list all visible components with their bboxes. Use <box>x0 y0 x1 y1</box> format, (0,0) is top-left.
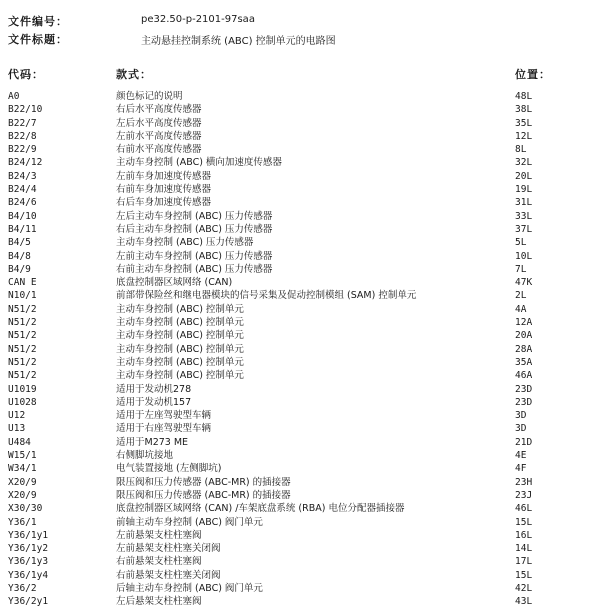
row-location: 15L <box>515 516 533 528</box>
table-row <box>0 476 600 489</box>
row-location: 23D <box>515 383 533 395</box>
table-row <box>0 582 600 595</box>
table-row <box>0 90 600 103</box>
row-location: 2L <box>515 290 527 302</box>
row-code: N51/2 <box>8 303 37 315</box>
row-location: 4F <box>515 463 527 475</box>
component-list <box>0 90 600 609</box>
doc-title-value: 主动悬挂控制系统 (ABC) 控制单元的电路图 <box>141 36 336 47</box>
row-location: 46L <box>515 503 533 515</box>
row-code: Y36/1 <box>8 516 37 528</box>
row-code: U1019 <box>8 383 37 395</box>
row-description: 右前主动车身控制 (ABC) 压力传感器 <box>116 263 273 275</box>
row-code: CAN E <box>8 277 37 289</box>
table-row <box>0 156 600 169</box>
row-description: 右后主动车身控制 (ABC) 压力传感器 <box>116 223 273 235</box>
table-row <box>0 436 600 449</box>
table-row <box>0 289 600 302</box>
row-code: B22/9 <box>8 144 37 156</box>
row-description: 主动车身控制 (ABC) 控制单元 <box>116 330 244 342</box>
table-row <box>0 409 600 422</box>
table-row <box>0 422 600 435</box>
row-code: N10/1 <box>8 290 37 302</box>
row-code: B24/4 <box>8 184 37 196</box>
row-location: 42L <box>515 582 533 594</box>
table-row <box>0 329 600 342</box>
row-location: 48L <box>515 91 533 102</box>
row-description: 限压阀和压力传感器 (ABC-MR) 的插接器 <box>116 476 291 488</box>
row-location: 28A <box>515 343 533 355</box>
table-row <box>0 103 600 116</box>
row-location: 23J <box>515 489 533 501</box>
row-location: 23D <box>515 396 533 408</box>
row-location: 33L <box>515 210 533 222</box>
row-description: 主动车身控制 (ABC) 控制单元 <box>116 370 244 382</box>
table-row <box>0 462 600 475</box>
row-description: 适用于左座驾驶型车辆 <box>116 410 212 422</box>
row-description: 左前悬架支柱柱塞阀 <box>116 529 202 541</box>
row-description: 右后车身加速度传感器 <box>116 197 212 209</box>
row-location: 14L <box>515 543 533 555</box>
table-row <box>0 569 600 582</box>
row-code: W34/1 <box>8 463 37 475</box>
row-code: B22/8 <box>8 130 37 142</box>
row-description: 主动车身控制 (ABC) 控制单元 <box>116 343 244 355</box>
row-location: 20L <box>515 170 533 182</box>
row-location: 10L <box>515 250 533 262</box>
row-code: U484 <box>8 436 31 448</box>
row-description: 后轴主动车身控制 (ABC) 阀门单元 <box>116 582 263 594</box>
table-row <box>0 369 600 382</box>
table-row <box>0 449 600 462</box>
row-location: 15L <box>515 569 533 581</box>
table-row <box>0 263 600 276</box>
row-code: N51/2 <box>8 330 37 342</box>
row-description: 前部带保险丝和继电器模块的信号采集及促动控制模组 (SAM) 控制单元 <box>116 290 417 302</box>
table-row <box>0 502 600 515</box>
row-description: 电气装置接地 (左侧脚坑) <box>116 463 222 475</box>
column-header-code: 代码： <box>8 68 44 81</box>
row-description: 主动车身控制 (ABC) 控制单元 <box>116 303 244 315</box>
row-location: 32L <box>515 157 533 169</box>
row-location: 31L <box>515 197 533 209</box>
row-description: 限压阀和压力传感器 (ABC-MR) 的插接器 <box>116 489 291 501</box>
table-row <box>0 303 600 316</box>
table-row <box>0 210 600 223</box>
row-description: 右前车身加速度传感器 <box>116 184 212 196</box>
table-row <box>0 196 600 209</box>
row-code: B24/12 <box>8 157 43 169</box>
row-description: 右侧脚坑接地 <box>116 450 174 462</box>
doc-number-label: 文件编号： <box>8 15 68 28</box>
table-row <box>0 183 600 196</box>
row-code: Y36/1y4 <box>8 569 49 581</box>
table-row <box>0 223 600 236</box>
row-description: 左后悬架支柱柱塞阀 <box>116 596 202 608</box>
column-header-description: 款式： <box>116 68 152 81</box>
table-row <box>0 489 600 502</box>
row-location: 38L <box>515 104 533 116</box>
row-description: 主动车身控制 (ABC) 控制单元 <box>116 356 244 368</box>
row-location: 46A <box>515 370 533 382</box>
table-row <box>0 170 600 183</box>
table-row <box>0 356 600 369</box>
row-location: 17L <box>515 556 533 568</box>
table-row <box>0 130 600 143</box>
doc-number-value: pe32.50-p-2101-97saa <box>141 14 255 25</box>
row-description: 左后主动车身控制 (ABC) 压力传感器 <box>116 210 273 222</box>
row-description: 底盘控制器区域网络 (CAN) <box>116 277 233 289</box>
row-code: Y36/1y1 <box>8 529 49 541</box>
row-code: Y36/1y2 <box>8 543 49 555</box>
table-row <box>0 516 600 529</box>
row-location: 12A <box>515 317 533 329</box>
row-description: 前轴主动车身控制 (ABC) 阀门单元 <box>116 516 263 528</box>
row-description: 底盘控制器区域网络 (CAN) /车架底盘系统 (RBA) 电位分配器插接器 <box>116 503 405 515</box>
row-description: 主动车身控制 (ABC) 控制单元 <box>116 317 244 329</box>
row-description: 主动车身控制 (ABC) 压力传感器 <box>116 237 254 249</box>
table-row <box>0 383 600 396</box>
row-code: X20/9 <box>8 489 37 501</box>
doc-title-label: 文件标题： <box>8 33 68 46</box>
row-location: 16L <box>515 529 533 541</box>
row-code: N51/2 <box>8 317 37 329</box>
row-description: 主动车身控制 (ABC) 横向加速度传感器 <box>116 157 282 169</box>
table-row <box>0 343 600 356</box>
row-location: 43L <box>515 596 533 608</box>
row-code: B4/11 <box>8 223 37 235</box>
row-description: 颜色标记的说明 <box>116 91 183 102</box>
row-location: 5L <box>515 237 527 249</box>
row-code: N51/2 <box>8 356 37 368</box>
row-code: Y36/2y1 <box>8 596 49 608</box>
table-row <box>0 529 600 542</box>
row-code: B4/5 <box>8 237 31 249</box>
row-code: B4/10 <box>8 210 37 222</box>
table-row <box>0 276 600 289</box>
row-description: 右前水平高度传感器 <box>116 144 202 156</box>
table-row <box>0 316 600 329</box>
row-code: B24/6 <box>8 197 37 209</box>
row-code: B22/10 <box>8 104 43 116</box>
row-location: 35L <box>515 117 533 129</box>
row-code: B24/3 <box>8 170 37 182</box>
row-code: X30/30 <box>8 503 43 515</box>
row-code: N51/2 <box>8 343 37 355</box>
row-code: X20/9 <box>8 476 37 488</box>
row-description: 适用于发动机157 <box>116 396 192 408</box>
row-description: 右后水平高度传感器 <box>116 104 202 116</box>
row-location: 21D <box>515 436 533 448</box>
table-row <box>0 250 600 263</box>
row-location: 4A <box>515 303 527 315</box>
row-description: 左后水平高度传感器 <box>116 117 202 129</box>
row-description: 左前悬架支柱柱塞关闭阀 <box>116 543 221 555</box>
row-location: 4E <box>515 450 527 462</box>
row-location: 23H <box>515 476 533 488</box>
row-description: 适用于M273 ME <box>116 436 189 448</box>
table-row <box>0 117 600 130</box>
row-location: 8L <box>515 144 527 156</box>
row-description: 右前悬架支柱柱塞阀 <box>116 556 202 568</box>
row-code: U1028 <box>8 396 37 408</box>
row-code: U13 <box>8 423 26 435</box>
row-description: 适用于右座驾驶型车辆 <box>116 423 212 435</box>
row-code: B22/7 <box>8 117 37 129</box>
row-description: 左前车身加速度传感器 <box>116 170 212 182</box>
row-code: W15/1 <box>8 450 37 462</box>
row-code: U12 <box>8 410 26 422</box>
row-location: 35A <box>515 356 533 368</box>
row-description: 右前悬架支柱柱塞关闭阀 <box>116 569 221 581</box>
table-row <box>0 143 600 156</box>
table-row <box>0 542 600 555</box>
row-location: 19L <box>515 184 533 196</box>
row-location: 12L <box>515 130 533 142</box>
row-code: N51/2 <box>8 370 37 382</box>
row-description: 适用于发动机278 <box>116 383 192 395</box>
row-code: Y36/1y3 <box>8 556 49 568</box>
column-header-location: 位置： <box>515 68 551 81</box>
row-description: 左前主动车身控制 (ABC) 压力传感器 <box>116 250 273 262</box>
row-location: 37L <box>515 223 533 235</box>
row-code: A0 <box>8 91 20 102</box>
row-code: Y36/2 <box>8 582 37 594</box>
row-description: 左前水平高度传感器 <box>116 130 202 142</box>
row-location: 20A <box>515 330 533 342</box>
row-code: B4/8 <box>8 250 31 262</box>
row-location: 3D <box>515 410 527 422</box>
row-location: 47K <box>515 277 533 289</box>
row-location: 3D <box>515 423 527 435</box>
row-code: B4/9 <box>8 263 31 275</box>
table-row <box>0 555 600 568</box>
table-row <box>0 236 600 249</box>
row-location: 7L <box>515 263 527 275</box>
table-row <box>0 396 600 409</box>
